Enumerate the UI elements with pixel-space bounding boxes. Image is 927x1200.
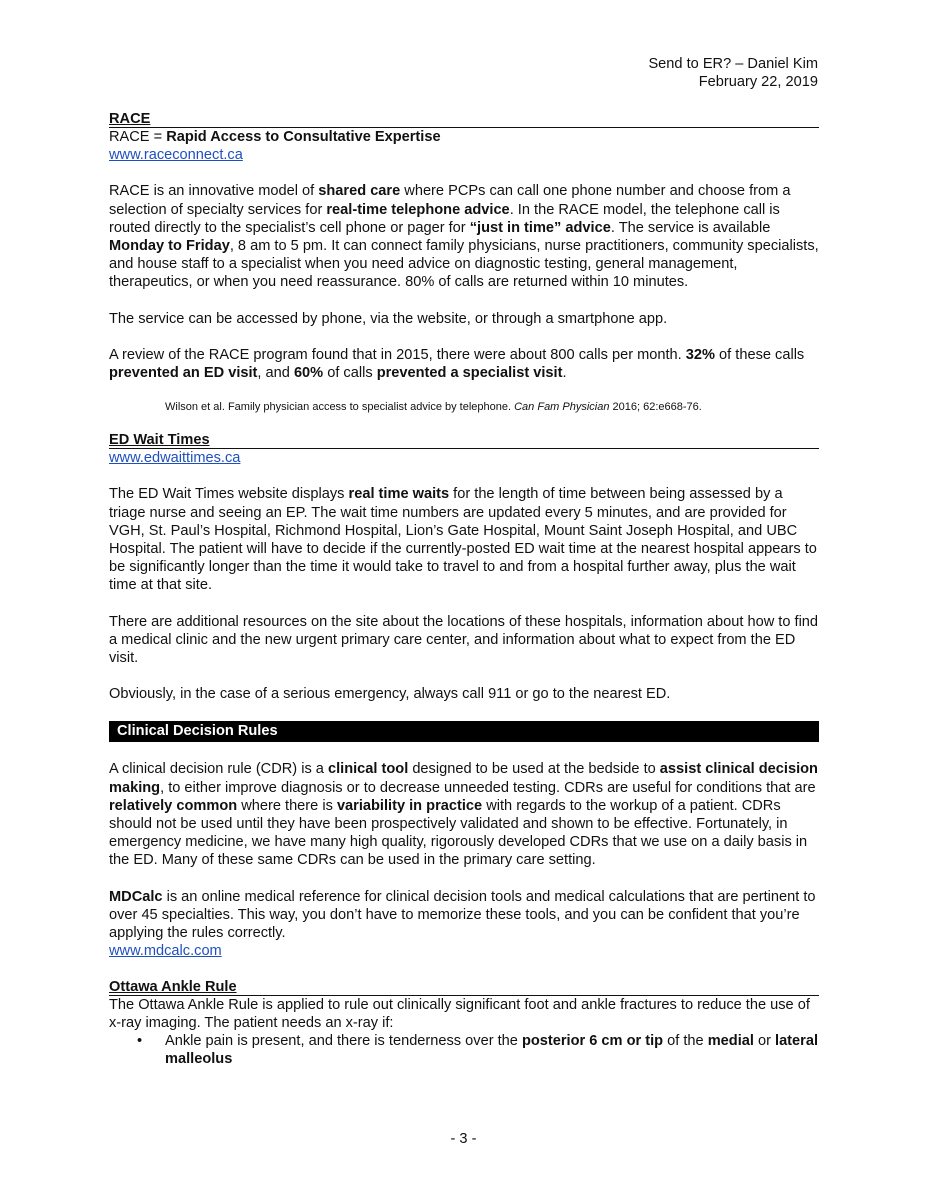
ottawa-intro: The Ottawa Ankle Rule is applied to rule out clinically significant foot and ankle fractures to reduce the use of x-ray imaging. The patient needs an x-ray if: (109, 996, 810, 1031)
race-definition-prefix: RACE = (109, 129, 167, 145)
mdcalc-website-link[interactable]: www.mdcalc.com (109, 943, 222, 960)
ottawa-criteria-list (109, 1032, 819, 1068)
page-content (109, 111, 819, 1068)
section-title-clinical-decision-rules: Clinical Decision Rules (109, 721, 819, 742)
ed-paragraph-2: There are additional resources on the site about the locations of these hospitals, information about how to find a medical clinic and the new urgent primary care center, and information about what to expect from the ED visit. (109, 613, 819, 667)
race-paragraph-2: The service can be accessed by phone, via the website, or through a smartphone app. (109, 310, 668, 327)
bullet-icon: • (137, 1032, 143, 1049)
race-paragraph-3: A review of the RACE program found that in 2015, there were about 800 calls per month. 32% of these calls prevented an ED visit, and 60% of calls prevented a specialist visit. (109, 346, 805, 382)
race-paragraph-1: RACE is an innovative model of shared care where PCPs can call one phone number and choose from a selection of specialty services for real-time telephone advice. In the RACE model, the telephone call is routed directly to the specialist’s cell phone or pager for “just in time” advice. The service is available Monday to Friday, 8 am to 5 pm. It can connect family physicians, nurse practitioners, community specialists, and house staff to a specialist when you need advice on diagnostic testing, general management, therapeutics, or when you need reassurance. 80% of calls are returned within 10 minutes. (109, 183, 819, 291)
race-website-link[interactable]: www.raceconnect.ca (109, 147, 243, 164)
list-item: • Ankle pain is present, and there is tenderness over the posterior 6 cm or tip of the medial or lateral malleolus (137, 1032, 819, 1068)
ed-paragraph-3: Obviously, in the case of a serious emergency, always call 911 or go to the nearest ED. (109, 686, 671, 703)
page-number: - 3 - (450, 1131, 477, 1147)
cdr-paragraph-2: MDCalc is an online medical reference for clinical decision tools and medical calculations that are pertinent to over 45 specialties. This way, you don’t have to memorize these tools, and you can be confident that you’re applying the rules correctly. (109, 888, 816, 942)
section-title-ottawa-ankle-rule: Ottawa Ankle Rule (109, 979, 819, 996)
header-date: February 22, 2019 (698, 74, 818, 91)
section-title-ed-wait-times: ED Wait Times (109, 432, 819, 449)
page-header (648, 55, 818, 91)
header-title: Send to ER? – Daniel Kim (648, 56, 818, 72)
ed-website-link[interactable]: www.edwaittimes.ca (109, 450, 241, 467)
ed-paragraph-1: The ED Wait Times website displays real time waits for the length of time between being assessed by a triage nurse and seeing an EP. The wait time numbers are updated every 5 minutes, and are provided for VGH, St. Paul’s Hospital, Richmond Hospital, Lion’s Gate Hospital, Mount Saint Joseph Hospital, and UBC Hospital. The patient will have to decide if the currently-posted ED wait time at the nearest hospital appears to be significantly longer than the time it would take to travel to and from a hospital further away, plus the wait time at that site. (109, 486, 817, 594)
race-citation: Wilson et al. Family physician access to specialist advice by telephone. Can Fam Physician 2016; 62:e668-76. (165, 401, 702, 414)
section-title-race: RACE (109, 111, 819, 128)
cdr-paragraph-1: A clinical decision rule (CDR) is a clinical tool designed to be used at the bedside to assist clinical decision making, to either improve diagnosis or to decrease unneeded testing. CDRs are useful for conditions that are relatively common where there is variability in practice with regards to the workup of a patient. CDRs should not be used until they have been prospectively validated and shown to be effective. Fortunately, in emergency medicine, we have many high quality, rigorously developed CDRs that we use on a daily basis in the ED. Many of these same CDRs can be used in the primary care setting. (109, 761, 818, 869)
race-definition (109, 128, 819, 146)
race-definition-expansion: Rapid Access to Consultative Expertise (166, 129, 441, 145)
